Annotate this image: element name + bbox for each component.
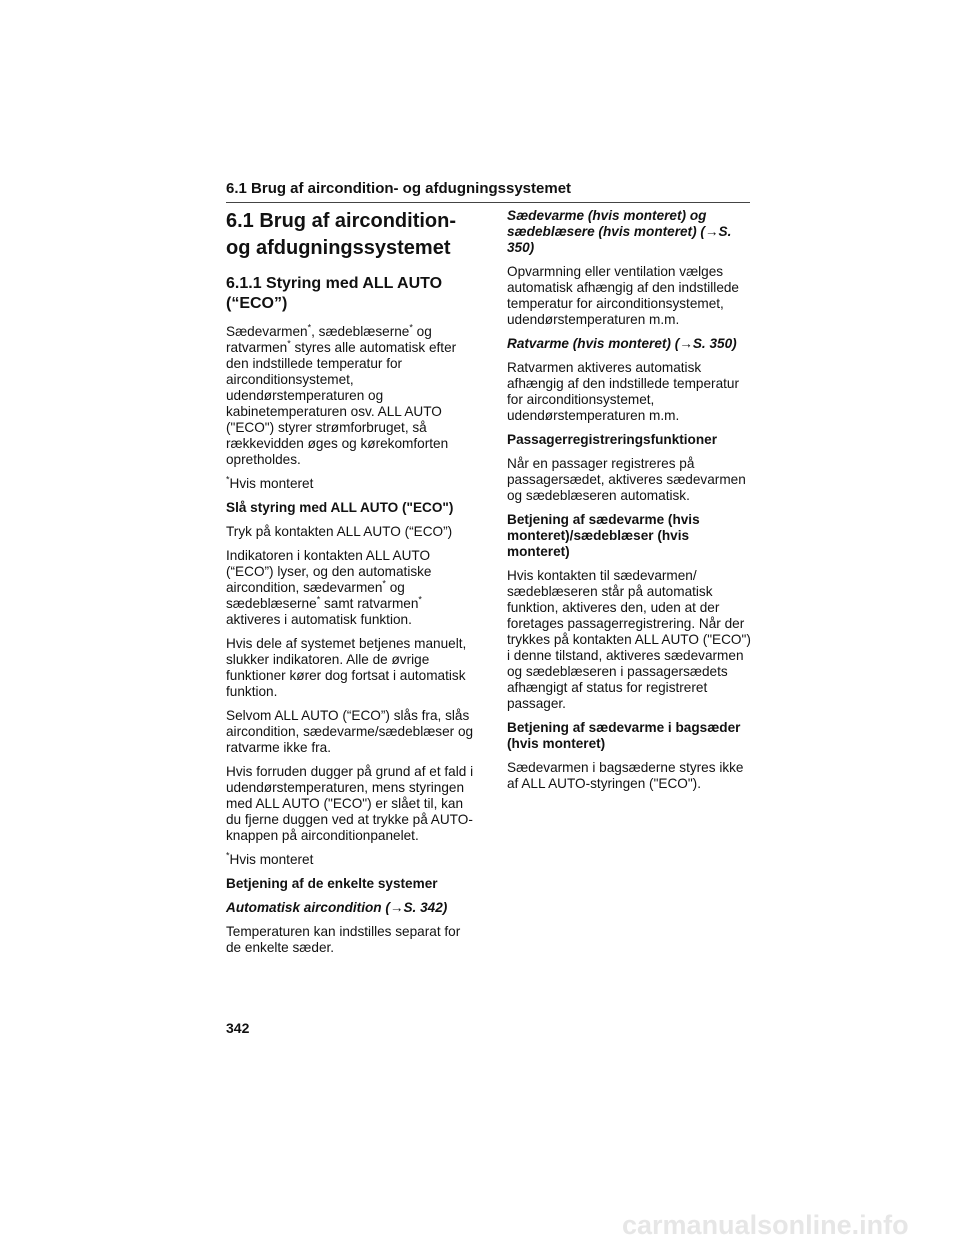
paragraph-rear-seat-heater: Sædevarmen i bagsæderne styres ikke af ALL AUTO-styringen ("ECO").	[507, 760, 744, 791]
paragraph-manual: Hvis dele af systemet betjenes manuelt, slukker indikatoren. Alle de øvrige funktioner kører dog fortsat i automatisk funktion.	[226, 636, 467, 699]
intro-paragraph: Sædevarmen*, sædeblæserne* og ratvarmen* styres alle automatisk efter den indstillede temperatur for airconditionsystemet, udendørstemperaturen og kabinetemperaturen osv. ALL AUTO ("ECO") styrer strømforbruget, så rækkevidden øges og kørekomforten opretholdes.	[226, 322, 457, 467]
heading-steering-heater: Ratvarme (hvis monteret) (→S. 350)	[507, 336, 737, 351]
subsection-title: 6.1.1 Styring med ALL AUTO (“ECO”)	[226, 275, 443, 312]
heading-seat-heater: Sædevarme (hvis monteret) og sædeblæsere (hvis monteret) (→S. 350)	[507, 208, 732, 255]
paragraph-press-switch: Tryk på kontakten ALL AUTO (“ECO”)	[226, 524, 453, 539]
right-column	[507, 208, 752, 800]
heading-rear-seat-heater: Betjening af sædevarme i bagsæder (hvis monteret)	[507, 720, 741, 751]
paragraph-passenger-detection: Når en passager registreres på passagersædet, aktiveres sædevarmen og sædeblæseren automatisk.	[507, 456, 746, 503]
footnote: *Hvis monteret	[226, 474, 314, 491]
heading-seat-heater-operation: Betjening af sædevarme (hvis monteret)/sædeblæser (hvis monteret)	[507, 512, 700, 559]
heading-auto-aircon: Automatisk aircondition (→S. 342)	[226, 900, 448, 915]
paragraph-indicator: Indikatoren i kontakten ALL AUTO (“ECO”) lyser, og den automatiske aircondition, sædevarmen* og sædeblæserne* samt ratvarmen* aktiveres i automatisk funktion.	[226, 548, 432, 627]
page-number: 342	[226, 1020, 250, 1036]
paragraph-seat-heater: Opvarmning eller ventilation vælges automatisk afhængig af den indstillede temperatur for airconditionsystemet, udendørstemperaturen m.m.	[507, 264, 739, 327]
heading-passenger-detection: Passagerregistreringsfunktioner	[507, 432, 718, 447]
heading-individual-systems: Betjening af de enkelte systemer	[226, 876, 438, 891]
paragraph-temperature: Temperaturen kan indstilles separat for de enkelte sæder.	[226, 924, 461, 955]
left-column	[226, 208, 474, 964]
footnote: *Hvis monteret	[226, 850, 314, 867]
watermark: carmanualsonline.info	[622, 1210, 909, 1240]
paragraph-seat-heater-operation: Hvis kontakten til sædevarmen/ sædeblæseren står på automatisk funktion, aktiveres den, uden at der foretages passagerregistrering. Når der trykkes på kontakten ALL AUTO ("ECO") i denne tilstand, aktiveres sædevarmen og sædeblæseren i passagersædets afhængigt af status for registreret passager.	[507, 568, 751, 711]
paragraph-steering-heater: Ratvarmen aktiveres automatisk afhængig af den indstillede temperatur for airconditionsystemet, udendørstemperaturen m.m.	[507, 360, 739, 423]
running-header: 6.1 Brug af aircondition- og afdugningssystemet	[226, 180, 750, 203]
paragraph-off: Selvom ALL AUTO (“ECO”) slås fra, slås aircondition, sædevarme/sædeblæser og ratvarme ikke fra.	[226, 708, 474, 755]
paragraph-defog: Hvis forruden dugger på grund af et fald i udendørstemperaturen, mens styringen med ALL AUTO ("ECO") er slået til, kan du fjerne duggen ved at trykke på AUTO-knappen på airconditionpanelet.	[226, 764, 474, 843]
heading-enable-all-auto: Slå styring med ALL AUTO ("ECO")	[226, 500, 454, 515]
section-title: 6.1 Brug af aircondition- og afdugningssystemet	[226, 210, 457, 259]
